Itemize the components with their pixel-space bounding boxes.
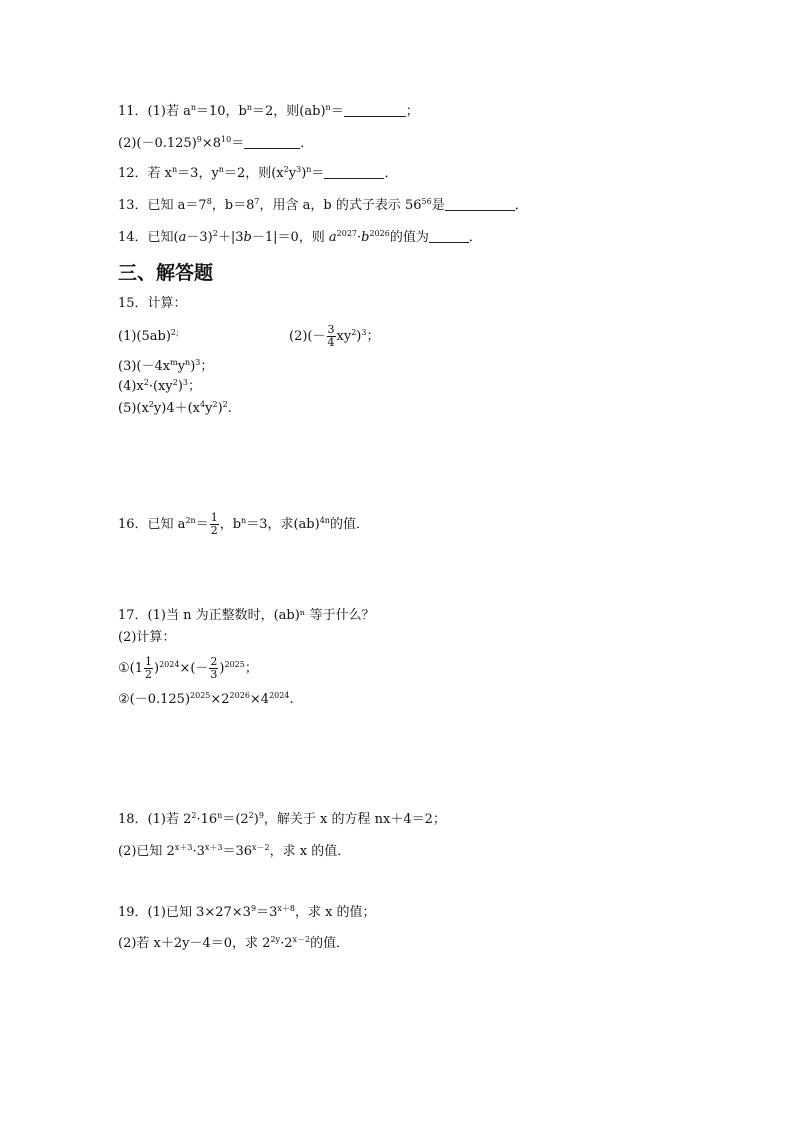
q14-text: 14．已知( [118, 230, 179, 245]
q18-p2-text: ·3 [192, 844, 205, 859]
exponent: n [218, 165, 224, 174]
q13-text: ，用含 a，b 的式子表示 56 [259, 198, 422, 213]
numerator: 1 [145, 655, 152, 668]
q17-line4 [118, 692, 294, 708]
exponent: n [172, 165, 178, 174]
q15-i3-text: ) [190, 359, 196, 374]
q11-p2-text: ×8 [201, 136, 222, 151]
fraction [144, 656, 153, 681]
exponent: 4n [319, 516, 330, 525]
answer-blank[interactable] [324, 166, 384, 179]
fraction [210, 512, 219, 537]
q13-text: ，b＝8 [211, 198, 255, 213]
q18-p1-text: ·16 [196, 812, 218, 827]
exponent: x＋3 [174, 843, 193, 852]
q17-l4-end: . [289, 692, 294, 707]
q15-i2-text: (2)(－ [289, 329, 326, 344]
exponent: n [241, 516, 247, 525]
numerator: 2 [210, 655, 218, 668]
exponent: 3 [195, 358, 201, 367]
denominator: 4 [327, 336, 335, 349]
q12-text: ＝2，则(x [223, 166, 284, 181]
q11-p2-text: ＝ [231, 136, 245, 151]
q17-l3-text: ) [154, 661, 160, 676]
q18-part2 [118, 844, 350, 860]
exponent: 9 [196, 135, 202, 144]
q19-p2-text: ·2 [280, 936, 293, 951]
q16-text: ＝ [195, 517, 209, 532]
variable-a: a [178, 230, 187, 245]
exponent: 9 [250, 904, 257, 913]
q15-i3-text: (3)(－4x [118, 359, 171, 374]
exponent: 2024 [269, 691, 290, 700]
q12 [118, 166, 397, 182]
q11-p2-end: ． [300, 136, 314, 151]
q15-i5-end: . [227, 401, 232, 416]
q15-i2-text: xy [336, 329, 352, 344]
exponent: 9 [258, 811, 264, 820]
q19-p1-text: ＝3 [256, 905, 278, 920]
q17-line3 [118, 652, 258, 686]
q15-i5-text: y)4＋(x [153, 401, 201, 416]
q14-text: 的值为 [389, 230, 429, 245]
q15-i4-text: (4)x [118, 379, 144, 394]
exponent: n [246, 103, 253, 112]
q14 [118, 230, 482, 246]
q18-p1-text: ，解关于 x 的方程 nx＋4＝2； [263, 812, 446, 827]
q11-p1-end: ； [405, 104, 419, 119]
q15-i3-text: y [177, 359, 186, 374]
q19-p1-text: ，求 x 的值； [294, 905, 376, 920]
exponent: 2 [212, 400, 218, 409]
exponent: 2024 [159, 660, 180, 669]
q18-p2-text: ＝36 [222, 844, 252, 859]
q15-i4-text: ·(xy [148, 379, 173, 394]
exponent: 2 [172, 378, 178, 387]
q15-item3 [118, 359, 213, 375]
q19-p2-text: 的值． [310, 936, 350, 951]
exponent: n [325, 103, 331, 112]
q17-line1: 17．(1)当 n 为正整数时，(ab)ⁿ 等于什么？ [118, 608, 375, 623]
q15-item4 [118, 379, 201, 395]
q11-part1 [118, 104, 419, 120]
exponent: 3 [361, 328, 367, 337]
q13-text: 是 [431, 198, 445, 213]
q13-text: 13．已知 a＝7 [118, 198, 207, 213]
q12-text: ＝ [311, 166, 325, 181]
q19-part2 [118, 936, 349, 952]
exponent: 8 [206, 197, 212, 206]
exponent: x＋3 [204, 843, 223, 852]
q11-p1-text: ＝2，则(ab) [252, 104, 326, 119]
exponent: 10 [221, 135, 232, 144]
exponent: 2 [351, 328, 357, 337]
q11-p1-text: ＝ [330, 104, 344, 119]
exponent: 3 [182, 378, 188, 387]
exponent: 7 [254, 197, 260, 206]
q15-i3-end: ； [200, 359, 214, 374]
exponent: m [170, 358, 178, 367]
q15-i2-end: ； [366, 329, 380, 344]
answer-blank[interactable] [445, 198, 515, 211]
variable-b: b [243, 230, 252, 245]
exponent: x－2 [292, 935, 311, 944]
q13 [118, 198, 528, 214]
q17-line2: (2)计算： [118, 630, 176, 645]
exponent: 2y [270, 935, 281, 944]
q11-part2 [118, 136, 313, 152]
exponent: 3 [296, 165, 302, 174]
q13-end: ． [514, 198, 528, 213]
q11-p1-text: 11．(1)若 a [118, 104, 191, 119]
q11-p2-text: (2)(－0.125) [118, 136, 197, 151]
exponent: 4 [200, 400, 206, 409]
q17-l3-text: ①(1 [118, 661, 143, 676]
q15-i4-text: ) [177, 379, 183, 394]
q18-p1-text: ＝(2 [222, 812, 249, 827]
exponent: 2 [148, 400, 154, 409]
q11-p1-text: ＝10，b [196, 104, 247, 119]
q17-l3-text: ×(－ [179, 661, 209, 676]
exponent: n [306, 165, 312, 174]
variable-a: a [328, 230, 337, 245]
multiply-dot: · [357, 230, 362, 245]
q15-i4-end: ； [188, 379, 202, 394]
exponent: 2025 [190, 691, 211, 700]
exponent: n [217, 811, 223, 820]
q14-end: ． [468, 230, 482, 245]
q14-text: －3) [186, 230, 213, 245]
section-title: 三、解答题 [118, 262, 214, 284]
q15-item1 [118, 329, 179, 345]
denominator: 2 [145, 668, 152, 681]
q12-end: ． [384, 166, 398, 181]
q18-p2-text: (2)已知 2 [118, 844, 175, 859]
exponent: 2 [143, 378, 149, 387]
exponent: 56 [421, 197, 432, 206]
q18-p2-text: ，求 x 的值． [269, 844, 351, 859]
answer-blank[interactable] [429, 230, 469, 243]
q17-l4-text: ×2 [210, 692, 230, 707]
q12-text: 12．若 x [118, 166, 173, 181]
exponent: 2026 [229, 691, 250, 700]
q17-l4-text: ②(－0.125) [118, 692, 191, 707]
exponent: 2; [170, 328, 179, 337]
q17-l3-end: ； [244, 661, 258, 676]
q16-text: ＝3，求(ab) [246, 517, 320, 532]
answer-blank[interactable] [244, 136, 300, 149]
answer-blank[interactable] [344, 104, 406, 117]
fraction [209, 656, 218, 681]
q14-text: ＋|3 [217, 230, 244, 245]
q19-p1-text: 19．(1)已知 3×27×3 [118, 905, 251, 920]
q12-text: y [288, 166, 297, 181]
q19-part1 [118, 905, 376, 921]
exponent: 2 [212, 229, 218, 238]
exponent: 2 [283, 165, 289, 174]
fraction [327, 324, 336, 349]
q18-part1 [118, 812, 446, 828]
exponent: n [190, 103, 196, 112]
numerator: 3 [327, 323, 335, 336]
q15-item5 [118, 401, 232, 417]
exponent: 2027 [336, 229, 357, 238]
q12-text: ) [301, 166, 307, 181]
q12-text: ＝3，y [177, 166, 219, 181]
q16 [118, 508, 369, 542]
q17-l3-text: ) [219, 661, 225, 676]
exponent: 2025 [224, 660, 245, 669]
q18-p1-text: 18．(1)若 2 [118, 812, 192, 827]
exponent: 2n [185, 516, 196, 525]
q16-text: ，b [219, 517, 242, 532]
exponent: x－2 [252, 843, 270, 852]
q15-i5-text: (5)(x [118, 401, 149, 416]
exponent: n [185, 358, 191, 367]
denominator: 3 [210, 668, 218, 681]
q17-l4-text: ×4 [249, 692, 270, 707]
denominator: 2 [210, 524, 218, 537]
q16-text: 16．已知 a [118, 517, 186, 532]
variable-b: b [361, 230, 370, 245]
q16-text: 的值． [329, 517, 369, 532]
exponent: 2 [191, 811, 197, 820]
q15-i2-text: ) [356, 329, 362, 344]
q18-p1-text: ) [253, 812, 259, 827]
q15-i1-text: (1)(5ab) [118, 329, 171, 344]
q15-i5-text: ) [217, 401, 223, 416]
q19-p2-text: (2)若 x＋2y－4＝0，求 2 [118, 936, 271, 951]
q15-i5-text: y [205, 401, 213, 416]
exponent: 2 [222, 400, 228, 409]
exponent: x＋8 [277, 904, 295, 913]
q14-text: －1|＝0，则 [251, 230, 329, 245]
numerator: 1 [210, 511, 218, 524]
exponent: 2 [248, 811, 254, 820]
exponent: 2026 [369, 229, 390, 238]
q15-item2 [289, 318, 379, 356]
q15-intro: 15．计算： [118, 296, 187, 311]
